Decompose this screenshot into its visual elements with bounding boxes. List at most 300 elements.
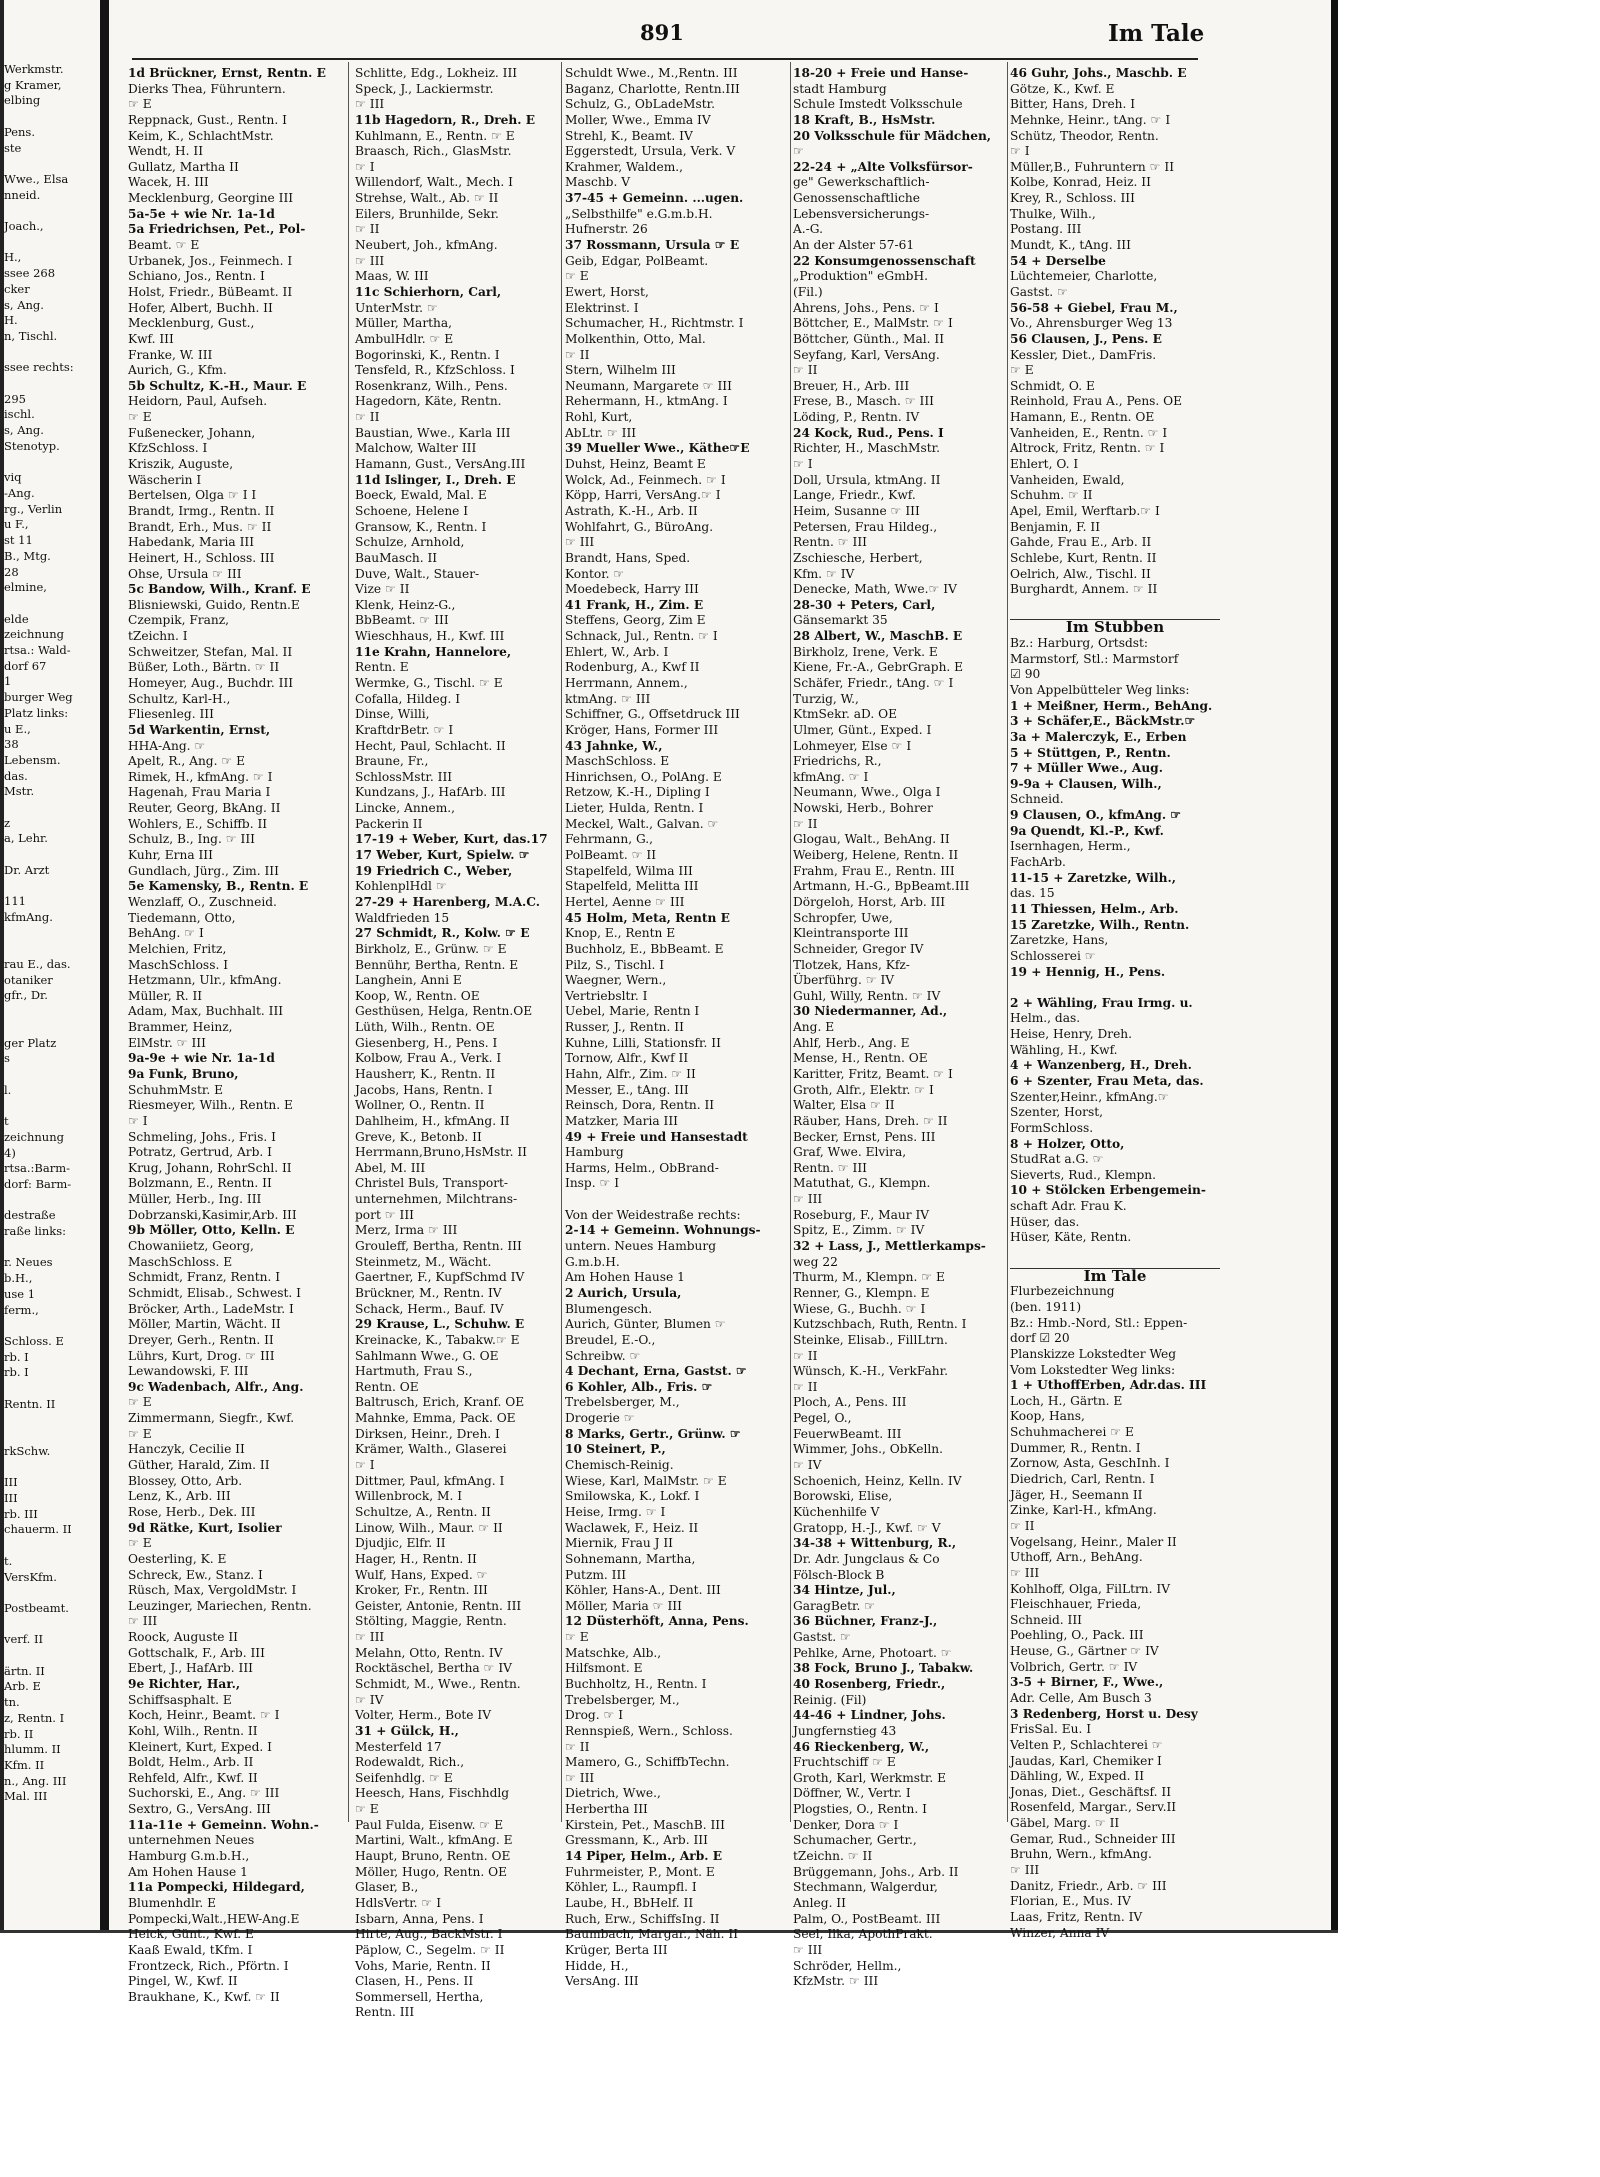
directory-entry: Lüchtemeier, Charlotte, (1010, 269, 1158, 284)
directory-entry: Hüser, Käte, Rentn. (1010, 1230, 1132, 1245)
directory-entry: Apelt, R., Ang. ☞ E (128, 754, 246, 769)
directory-entry: MaschSchloss. E (565, 754, 670, 769)
directory-entry: Brammer, Heinz, (128, 1020, 233, 1035)
directory-entry: Rose, Herb., Dek. III (128, 1504, 256, 1519)
directory-entry: Lebensversicherungs- (793, 206, 930, 221)
margin-fragment: Mal. III (4, 1789, 48, 1804)
directory-entry: Frahm, Frau E., Rentn. III (793, 863, 955, 878)
directory-entry: Volbrich, Gertr. ☞ IV (1010, 1659, 1138, 1674)
directory-entry: Blumengesch. (565, 1301, 653, 1316)
directory-entry: Bitter, Hans, Dreh. I (1010, 97, 1136, 112)
binding-gutter (100, 0, 109, 1933)
margin-fragment: 295 (4, 391, 26, 406)
directory-entry: Bolzmann, E., Rentn. II (128, 1176, 272, 1191)
directory-entry: Szenter,Heinr., kfmAng.☞ (1010, 1089, 1169, 1104)
directory-entry: Oesterling, K. E (128, 1551, 227, 1566)
directory-entry: Dierks Thea, Führuntern. (128, 81, 286, 96)
directory-entry: Isbarn, Anna, Pens. I (355, 1911, 484, 1926)
directory-entry: „Selbsthilfe" e.G.m.b.H. (565, 206, 713, 221)
directory-entry: Groth, Karl, Werkmstr. E (793, 1770, 947, 1785)
directory-entry: ☞ II (565, 347, 590, 362)
directory-entry: 34 Hintze, Jul., (793, 1583, 896, 1598)
directory-entry: Geister, Antonie, Rentn. III (355, 1598, 522, 1613)
directory-entry: ktmAng. ☞ III (565, 691, 651, 706)
directory-entry: Heise, Irmg. ☞ I (565, 1504, 666, 1519)
margin-fragment: 4) (4, 1145, 16, 1160)
directory-entry: Sahlmann Wwe., G. OE (355, 1348, 499, 1363)
directory-entry: Jungfernstieg 43 (793, 1723, 897, 1738)
directory-entry: Schlebe, Kurt, Rentn. II (1010, 550, 1157, 565)
directory-entry: Rodewaldt, Rich., (355, 1755, 465, 1770)
directory-entry: 11b Hagedorn, R., Dreh. E (355, 112, 536, 127)
margin-fragment: r. Neues (4, 1255, 53, 1270)
directory-entry: Glaser, B., (355, 1880, 419, 1895)
directory-entry: Rentn. E (355, 660, 409, 675)
directory-entry: Hofer, Albert, Buchh. II (128, 300, 273, 315)
directory-entry: Herrmann,Bruno,HsMstr. II (355, 1145, 527, 1160)
margin-fragment: rb. I (4, 1365, 29, 1380)
directory-entry: Steffens, Georg, Zim E (565, 613, 706, 628)
margin-fragment (4, 1617, 96, 1633)
directory-entry: ☞ III (1010, 1565, 1040, 1580)
directory-entry: Benjamin, F. II (1010, 519, 1101, 534)
directory-entry: Kfm. ☞ IV (793, 566, 855, 581)
margin-fragment: ste (4, 140, 22, 155)
directory-entry: Hirte, Aug., BackMstr. I (355, 1927, 503, 1942)
directory-entry: Laube, H., BbHelf. II (565, 1895, 694, 1910)
directory-entry: Wermke, G., Tischl. ☞ E (355, 675, 503, 690)
running-head: Im Tale (1108, 20, 1205, 47)
directory-entry: Vogelsang, Heinr., Maler II (1010, 1534, 1177, 1549)
directory-entry: Vo., Ahrensburger Weg 13 (1010, 316, 1173, 331)
directory-entry: Bertelsen, Olga ☞ I I (128, 488, 257, 503)
directory-entry: ☞ E (565, 1630, 589, 1645)
directory-entry: Gahde, Frau E., Arb. II (1010, 535, 1152, 550)
margin-fragment: rtsa.:Barm- (4, 1161, 71, 1176)
directory-entry: Zschiesche, Herbert, (793, 550, 923, 565)
directory-entry: Boeck, Ewald, Mal. E (355, 488, 487, 503)
directory-entry: Ehlert, O. I (1010, 457, 1079, 472)
margin-fragment: ssee rechts: (4, 360, 74, 375)
directory-entry: Ebert, J., HafArb. III (128, 1661, 253, 1676)
directory-entry: HHA-Ang. ☞ (128, 738, 206, 753)
margin-fragment: H. (4, 313, 18, 328)
directory-entry: Schultze, A., Rentn. II (355, 1504, 491, 1519)
directory-entry: Schmidt, Franz, Rentn. I (128, 1270, 281, 1285)
directory-entry: Schultz, Karl-H., (128, 691, 231, 706)
directory-entry: Suchorski, E., Ang. ☞ III (128, 1786, 280, 1801)
directory-entry: Schoenich, Heinz, Kelln. IV (793, 1473, 962, 1488)
directory-entry: 46 Rieckenberg, W., (793, 1739, 930, 1754)
directory-entry: Walter, Elsa ☞ II (793, 1098, 895, 1113)
directory-entry: Kleinert, Kurt, Exped. I (128, 1739, 272, 1754)
directory-entry: 9b Möller, Otto, Kelln. E (128, 1223, 295, 1238)
margin-fragment: ärtn. II (4, 1663, 45, 1678)
directory-entry: Möller, Hugo, Rentn. OE (355, 1864, 508, 1879)
directory-entry: Zimmermann, Siegfr., Kwf. (128, 1411, 295, 1426)
directory-entry: 11c Schierhorn, Carl, (355, 284, 502, 299)
margin-fragment (4, 156, 96, 172)
margin-fragment: elbing (4, 93, 41, 108)
directory-entry: 9-9a + Clausen, Wilh., (1010, 776, 1162, 791)
directory-entry: UnterMstr. ☞ (355, 300, 438, 315)
margin-fragment (4, 879, 96, 895)
margin-fragment: Dr. Arzt (4, 862, 50, 877)
directory-entry: Dähling, W., Exped. II (1010, 1769, 1145, 1784)
directory-entry: Moedebeck, Harry III (565, 582, 699, 597)
margin-fragment: t. (4, 1553, 13, 1568)
directory-entry: Rentn. OE (355, 1379, 419, 1394)
directory-entry: Astrath, K.-H., Arb. II (565, 503, 698, 518)
directory-entry: Neubert, Joh., kfmAng. (355, 238, 498, 253)
margin-fragment: u F., (4, 517, 29, 532)
directory-entry: Potratz, Gertrud, Arb. I (128, 1145, 272, 1160)
margin-fragment: s, Ang. (4, 423, 44, 438)
directory-entry: Koch, Heinr., Beamt. ☞ I (128, 1708, 280, 1723)
directory-entry: Kolbow, Frau A., Verk. I (355, 1051, 502, 1066)
directory-entry: 30 Niedermanner, Ad., (793, 1004, 948, 1019)
directory-entry: Baganz, Charlotte, Rentn.III (565, 81, 740, 96)
directory-entry: 56-58 + Giebel, Frau M., (1010, 300, 1178, 315)
directory-entry: Krug, Johann, RohrSchl. II (128, 1160, 292, 1175)
margin-fragment: burger Weg (4, 690, 73, 705)
directory-entry: Smilowska, K., Lokf. I (565, 1489, 700, 1504)
directory-entry: Breudel, E.-O., (565, 1332, 656, 1347)
directory-entry: Steinmetz, M., Wächt. (355, 1254, 492, 1269)
directory-entry: Maschb. V (565, 175, 631, 190)
directory-entry: Bz.: Harburg, Ortsdst: (1010, 636, 1149, 651)
directory-entry: Ang. E (793, 1020, 835, 1035)
margin-fragment (4, 941, 96, 957)
directory-entry: Heesch, Hans, Fischhdlg (355, 1786, 510, 1801)
header-rule (132, 58, 1198, 60)
directory-entry: MaschSchloss. E (128, 1254, 233, 1269)
directory-entry: Hamburg G.m.b.H., (128, 1849, 250, 1864)
directory-entry: Schneid. III (1010, 1612, 1082, 1627)
directory-entry: Dobrzanski,Kasimir,Arb. III (128, 1207, 297, 1222)
directory-entry: untern. Neues Hamburg (565, 1239, 717, 1254)
directory-entry: Kontor. ☞ (565, 566, 625, 581)
column-divider (561, 62, 562, 1822)
directory-entry: Rüsch, Max, VergoldMstr. I (128, 1583, 297, 1598)
directory-entry: Loch, H., Gärtn. E (1010, 1393, 1123, 1408)
directory-entry: Gundlach, Jürg., Zim. III (128, 863, 279, 878)
directory-entry: Blumenhdlr. E (128, 1895, 217, 1910)
directory-entry: dorf ☑ 20 (1010, 1331, 1070, 1346)
directory-entry: Dreyer, Gerh., Rentn. II (128, 1332, 274, 1347)
directory-entry: Chemisch-Reinig. (565, 1458, 674, 1473)
directory-entry: Steinke, Elisab., FillLtrn. (793, 1332, 948, 1347)
directory-entry: Von der Weidestraße rechts: (565, 1207, 741, 1222)
directory-entry: Schulz, G., ObLadeMstr. (565, 97, 716, 112)
directory-entry: Wiese, G., Buchh. ☞ I (793, 1301, 926, 1316)
directory-entry: Schoene, Helene I (355, 503, 469, 518)
directory-entry: Stapelfeld, Melitta III (565, 879, 699, 894)
directory-entry: ☞ II (793, 363, 818, 378)
margin-fragment: gfr., Dr. (4, 988, 48, 1003)
margin-fragment: rkSchw. (4, 1443, 51, 1458)
margin-fragment (4, 1240, 96, 1256)
directory-entry: Adr. Celle, Am Busch 3 (1010, 1690, 1152, 1705)
directory-entry: Mense, H., Rentn. OE (793, 1051, 928, 1066)
directory-entry: Kundzans, J., HafArb. III (355, 785, 506, 800)
directory-entry: Fleischhauer, Frieda, (1010, 1597, 1142, 1612)
directory-entry: 44-46 + Lindner, Johs. (793, 1708, 946, 1723)
margin-fragment: destraße (4, 1208, 56, 1223)
directory-entry: Schneider, Gregor IV (793, 941, 924, 956)
directory-entry: 11a Pompecki, Hildegard, (128, 1880, 305, 1895)
directory-entry: SchuhmMstr. E (128, 1082, 224, 1097)
directory-entry: Rimek, H., kfmAng. ☞ I (128, 769, 273, 784)
directory-entry: Rocktäschel, Bertha ☞ IV (355, 1661, 512, 1676)
directory-entry: Matzker, Maria III (565, 1113, 678, 1128)
directory-entry: 9 Clausen, O., kfmAng. ☞ (1010, 808, 1182, 823)
directory-entry: ☞ I (355, 1458, 375, 1473)
margin-fragment: Wwe., Elsa (4, 171, 69, 186)
directory-entry: Szenter, Horst, (1010, 1105, 1103, 1120)
margin-fragment: l. (4, 1082, 12, 1097)
directory-entry: Roock, Auguste II (128, 1630, 238, 1645)
margin-fragment: Stenotyp. (4, 438, 60, 453)
directory-entry: Richter, H., MaschMstr. (793, 441, 941, 456)
margin-fragment: Arb. E (4, 1679, 41, 1694)
directory-entry: Mahnke, Emma, Pack. OE (355, 1411, 516, 1426)
margin-fragment: III (4, 1475, 18, 1490)
directory-entry: Heidorn, Paul, Aufseh. (128, 394, 268, 409)
directory-entry: port ☞ III (355, 1207, 414, 1222)
directory-entry: Köpp, Harri, VersAng.☞ I (565, 488, 721, 503)
directory-entry: Fruchtschiff ☞ E (793, 1755, 896, 1770)
directory-entry: Denker, Dora ☞ I (793, 1817, 899, 1832)
directory-entry: Schiffsasphalt. E (128, 1692, 232, 1707)
directory-entry: Schuldt Wwe., M.,Rentn. III (565, 66, 738, 80)
directory-entry: kfmAng. ☞ I (793, 769, 869, 784)
directory-entry: Melahn, Otto, Rentn. IV (355, 1645, 503, 1660)
directory-entry: Kessler, Diet., DamFris. (1010, 347, 1157, 362)
directory-entry: Geib, Edgar, PolBeamt. (565, 253, 709, 268)
directory-entry: Böttcher, Günth., Mal. II (793, 331, 945, 346)
blank-line (565, 1192, 790, 1208)
directory-entry: 39 Mueller Wwe., Käthe☞E (565, 441, 750, 456)
directory-entry: Eggerstedt, Ursula, Verk. V (565, 144, 736, 159)
directory-entry: Drog. ☞ I (565, 1708, 624, 1723)
directory-entry: 29 Krause, L., Schuhw. E (355, 1317, 525, 1332)
directory-entry: weg 22 (793, 1254, 838, 1269)
directory-entry: Hinrichsen, O., PolAng. E (565, 769, 722, 784)
directory-entry: Schumacher, H., Richtmstr. I (565, 316, 744, 331)
directory-entry: tZeichn. I (128, 629, 188, 644)
directory-entry: Herrmann, Annem., (565, 675, 688, 690)
directory-entry: Reinsch, Dora, Rentn. II (565, 1098, 715, 1113)
margin-fragment: rb. III (4, 1506, 38, 1521)
directory-entry: Kutzschbach, Ruth, Rentn. I (793, 1317, 967, 1332)
margin-fragment: H., (4, 250, 22, 265)
directory-entry: Buchholz, E., BbBeamt. E (565, 941, 724, 956)
directory-entry: ☞ E (1010, 363, 1034, 378)
margin-fragment: ger Platz (4, 1035, 57, 1050)
section-heading: Im Tale (1010, 1268, 1220, 1285)
directory-entry: ☞ III (355, 97, 385, 112)
directory-entry: Wohlfahrt, G., BüroAng. (565, 519, 714, 534)
directory-entry: Keim, K., SchlachtMstr. (128, 128, 274, 143)
directory-entry: ☞ IV (355, 1692, 384, 1707)
directory-entry: Wieschhaus, H., Kwf. III (355, 629, 505, 644)
directory-entry: ge" Gewerkschaftlich- (793, 175, 930, 190)
directory-entry: Rodenburg, A., Kwf II (565, 660, 700, 675)
directory-entry: Schreibw. ☞ (565, 1348, 641, 1363)
directory-entry: 19 + Hennig, H., Pens. (1010, 964, 1166, 979)
directory-entry: Hamburg (565, 1145, 624, 1160)
margin-fragment (4, 1538, 96, 1554)
directory-entry: ☞ II (793, 1348, 818, 1363)
directory-entry: Thurm, M., Klempn. ☞ E (793, 1270, 945, 1285)
directory-entry: das. 15 (1010, 886, 1055, 901)
directory-entry: Überführg. ☞ IV (793, 973, 895, 988)
directory-entry: Schröder, Hellm., (793, 1958, 902, 1973)
directory-entry: Ruch, Erw., SchiffsIng. II (565, 1911, 720, 1926)
directory-entry: 5c Bandow, Wilh., Kranf. E (128, 582, 311, 597)
directory-entry: stadt Hamburg (793, 81, 887, 96)
directory-entry: 6 + Szenter, Frau Meta, das. (1010, 1074, 1204, 1088)
directory-entry: Planskizze Lokstedter Weg (1010, 1346, 1177, 1361)
directory-entry: HdlsVertr. ☞ I (355, 1895, 442, 1910)
directory-entry: Güther, Harald, Zim. II (128, 1458, 270, 1473)
directory-entry: Lewandowski, F. III (128, 1364, 249, 1379)
directory-entry: Speck, J., Lackiermstr. (355, 81, 494, 96)
directory-column-3 (565, 66, 790, 1990)
directory-entry: KohlenplHdl ☞ (355, 879, 447, 894)
directory-entry: Thulke, Wilh., (1010, 206, 1096, 221)
directory-entry: Lieter, Hulda, Rentn. I (565, 801, 704, 816)
directory-entry: Plogsties, O., Rentn. I (793, 1802, 927, 1817)
margin-fragment: elmine, (4, 580, 47, 595)
directory-entry: Vom Lokstedter Weg links: (1010, 1362, 1176, 1377)
directory-entry: Czempik, Franz, (128, 613, 230, 628)
directory-entry: Lincke, Annem., (355, 801, 456, 816)
directory-entry: G.m.b.H. (565, 1254, 620, 1269)
directory-entry: Hamann, Gust., VersAng.III (355, 457, 526, 472)
margin-fragment: III (4, 1490, 18, 1505)
directory-entry: Wenzlaff, O., Zuschneid. (128, 894, 277, 909)
directory-entry: Russer, J., Rentn. II (565, 1020, 684, 1035)
directory-entry: Gaertner, F., KupfSchmd IV (355, 1270, 525, 1285)
directory-entry: Chowaniietz, Georg, (128, 1239, 254, 1254)
margin-fragment (4, 1428, 96, 1444)
directory-entry: Tiedemann, Otto, (128, 910, 236, 925)
margin-fragment: Platz links: (4, 705, 69, 720)
directory-entry: Mesterfeld 17 (355, 1739, 442, 1754)
directory-entry: Möller, Martin, Wächt. II (128, 1317, 281, 1332)
directory-entry: Retzow, K.-H., Dipling I (565, 785, 710, 800)
directory-entry: Waldfrieden 15 (355, 910, 450, 925)
directory-entry: 5a Friedrichsen, Pet., Pol- (128, 222, 306, 237)
margin-fragment (4, 1004, 96, 1020)
directory-entry: Hetzmann, Ulr., kfmAng. (128, 973, 282, 988)
directory-entry: Hecht, Paul, Schlacht. II (355, 738, 506, 753)
directory-entry: Schütz, Theodor, Rentn. (1010, 128, 1159, 143)
directory-entry: ☞ III (128, 1614, 158, 1629)
margin-fragment: verf. II (4, 1632, 44, 1647)
directory-entry: Aurich, Günter, Blumen ☞ (565, 1317, 726, 1332)
directory-entry: Hidde, H., (565, 1958, 629, 1973)
directory-entry: Groth, Alfr., Elektr. ☞ I (793, 1082, 934, 1097)
directory-entry: 19 Friedrich C., Weber, (355, 863, 513, 878)
margin-fragment (4, 1193, 96, 1209)
directory-entry: SchlossMstr. III (355, 769, 453, 784)
margin-fragment: 1 (4, 674, 12, 689)
directory-entry: 11a-11e + Gemeinn. Wohn.- (128, 1817, 319, 1832)
margin-fragment: raße links: (4, 1224, 67, 1239)
directory-entry: Clasen, H., Pens. II (355, 1974, 474, 1989)
directory-entry: Weiberg, Helene, Rentn. II (793, 848, 959, 863)
directory-entry: Wiese, Karl, MalMstr. ☞ E (565, 1473, 727, 1488)
directory-entry: Müller, Martha, (355, 316, 453, 331)
margin-fragment: elde (4, 611, 29, 626)
margin-fragment: ssee 268 (4, 266, 56, 281)
directory-entry: Knop, E., Rentn E (565, 926, 676, 941)
directory-entry: Zinke, Karl-H., kfmAng. (1010, 1503, 1157, 1518)
directory-entry: Braukhane, K., Kwf. ☞ II (128, 1989, 280, 2004)
directory-entry: Köhler, Hans-A., Dent. III (565, 1583, 721, 1598)
directory-entry: Schuhm. ☞ II (1010, 488, 1093, 503)
directory-entry: Martini, Walt., kfmAng. E (355, 1833, 513, 1848)
directory-entry: ☞ II (1010, 1518, 1035, 1533)
directory-entry: 3 Redenberg, Horst u. Desy (1010, 1706, 1198, 1721)
directory-entry: Fölsch-Block B (793, 1567, 885, 1582)
directory-entry: Melchien, Fritz, (128, 941, 227, 956)
margin-fragment: Rentn. II (4, 1396, 56, 1411)
directory-entry: Rentn. ☞ III (793, 535, 867, 550)
directory-entry: Seel, Ilka, ApothPrakt. (793, 1927, 933, 1942)
directory-entry: Kolbe, Konrad, Heiz. II (1010, 175, 1151, 190)
directory-entry: Stern, Wilhelm III (565, 363, 676, 378)
directory-entry: 32 + Lass, J., Mettlerkamps- (793, 1239, 986, 1254)
directory-entry: Uthoff, Arn., BehAng. (1010, 1550, 1143, 1565)
margin-fragment: nneid. (4, 187, 41, 202)
directory-entry: Wulf, Hans, Exped. ☞ (355, 1567, 488, 1582)
directory-entry: Am Hohen Hause 1 (128, 1864, 248, 1879)
directory-entry: Adam, Max, Buchhalt. III (128, 1004, 284, 1019)
directory-entry: 28 Albert, W., MaschB. E (793, 629, 963, 644)
directory-entry: Gäbel, Marg. ☞ II (1010, 1816, 1120, 1831)
directory-entry: Urbanek, Jos., Feinmech. I (128, 253, 293, 268)
directory-entry: Wünsch, K.-H., VerkFahr. (793, 1364, 948, 1379)
directory-entry: Kirstein, Pet., MaschB. III (565, 1817, 725, 1832)
directory-entry: Kwf. III (128, 331, 174, 346)
directory-entry: Borowski, Elise, (793, 1489, 893, 1504)
directory-entry: Greve, K., Betonb. II (355, 1129, 482, 1144)
directory-entry: BauMasch. II (355, 550, 438, 565)
directory-entry: Rohl, Kurt, (565, 410, 633, 425)
directory-entry: Dinse, Willi, (355, 707, 430, 722)
directory-entry: Reinig. (Fil) (793, 1692, 867, 1707)
directory-entry: Winzer, Anna IV (1010, 1925, 1110, 1940)
directory-entry: Braune, Fr., (355, 754, 429, 769)
directory-entry: Gesthüsen, Helga, Rentn.OE (355, 1004, 533, 1019)
directory-entry: ☞ III (793, 1942, 823, 1957)
directory-entry: Insp. ☞ I (565, 1176, 620, 1191)
margin-fragment (4, 1585, 96, 1601)
directory-entry: 37 Rossmann, Ursula ☞ E (565, 238, 740, 253)
directory-entry: 5e Kamensky, B., Rentn. E (128, 879, 309, 894)
directory-entry: Guhl, Willy, Rentn. ☞ IV (793, 988, 941, 1003)
directory-entry: 2-14 + Gemeinn. Wohnungs- (565, 1223, 761, 1238)
directory-entry: Hagenah, Frau Maria I (128, 785, 271, 800)
margin-fragment: dorf: Barm- (4, 1176, 72, 1191)
directory-entry: Duhst, Heinz, Beamt E (565, 457, 706, 472)
directory-entry: ☞ II (793, 816, 818, 831)
directory-entry: Rennspieß, Wern., Schloss. (565, 1723, 733, 1738)
